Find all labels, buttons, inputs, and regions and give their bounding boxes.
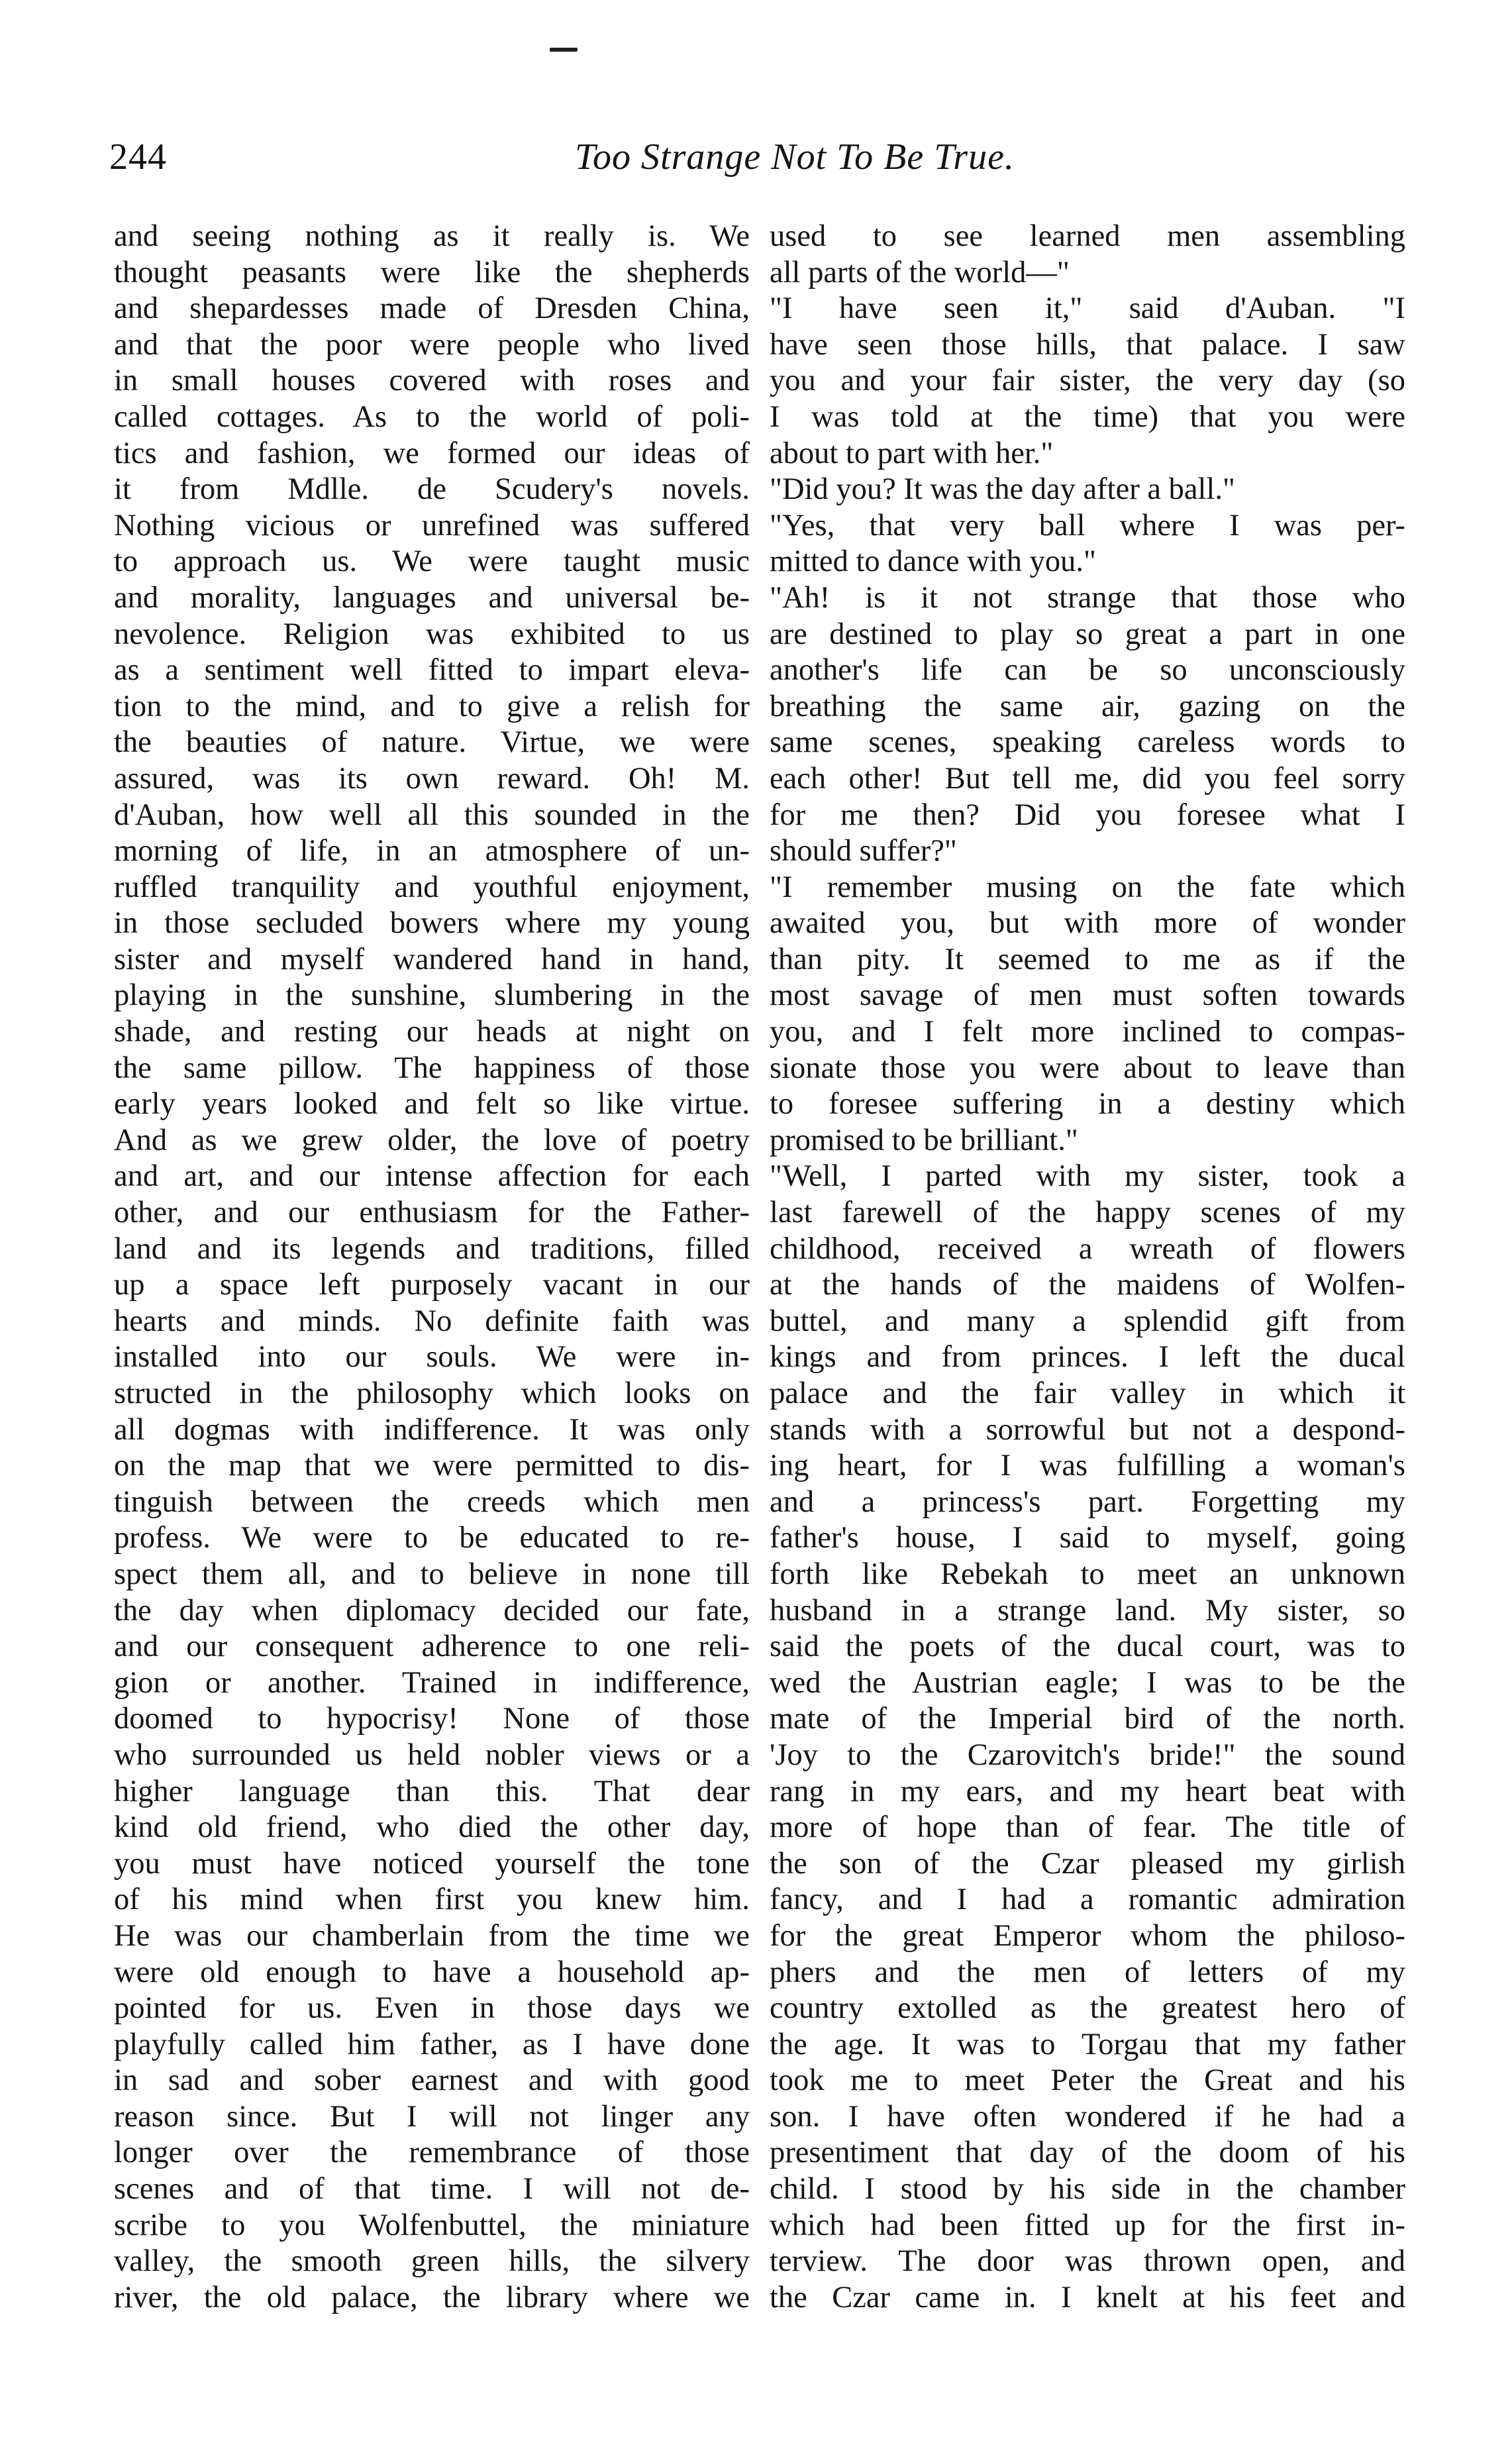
- text-line: presentiment that day of the doom of his: [770, 2136, 1405, 2170]
- text-line: the same pillow. The happiness of those: [114, 1051, 750, 1085]
- text-line: child. I stood by his side in the chamber: [770, 2172, 1405, 2207]
- text-line: which had been fitted up for the first in-: [770, 2208, 1405, 2242]
- text-line: than pity. It seemed to me as if the: [770, 942, 1405, 976]
- text-line: early years looked and felt so like virtue.: [114, 1087, 750, 1121]
- text-line: and art, and our intense affection for each: [114, 1159, 750, 1194]
- text-line: morning of life, in an atmosphere of un-: [114, 834, 750, 868]
- text-line: took me to meet Peter the Great and his: [770, 2063, 1405, 2098]
- text-line: profess. We were to be educated to re-: [114, 1521, 750, 1555]
- text-line: kings and from princes. I left the ducal: [770, 1340, 1405, 1375]
- text-line: higher language than this. That dear: [114, 1774, 750, 1808]
- text-line: called cottages. As to the world of poli-: [114, 399, 750, 434]
- text-line: for the great Emperor whom the philoso-: [770, 1918, 1405, 1953]
- text-line: playing in the sunshine, slumbering in the: [114, 978, 750, 1013]
- text-line: you, and I felt more inclined to compas-: [770, 1015, 1405, 1049]
- text-line: "Did you? It was the day after a ball.": [770, 472, 1235, 507]
- left-text-column: [114, 219, 750, 2316]
- text-line: nevolence. Religion was exhibited to us: [114, 617, 750, 651]
- text-line: and a princess's part. Forgetting my: [770, 1484, 1405, 1519]
- text-line: ruffled tranquility and youthful enjoyment,: [114, 870, 750, 904]
- text-line: you and your fair sister, the very day (so: [770, 364, 1405, 398]
- text-line: up a space left purposely vacant in our: [114, 1268, 750, 1302]
- text-line: used to see learned men assembling: [770, 219, 1405, 253]
- text-line: "Yes, that very ball where I was per-: [770, 508, 1405, 543]
- text-line: were old enough to have a household ap-: [114, 1955, 750, 1989]
- text-line: installed into our souls. We were in-: [114, 1340, 750, 1375]
- text-line: same scenes, speaking careless words to: [770, 725, 1405, 760]
- text-line: country extolled as the greatest hero of: [770, 1991, 1405, 2026]
- text-line: tics and fashion, we formed our ideas of: [114, 436, 750, 470]
- text-line: "I remember musing on the fate which: [770, 870, 1405, 904]
- text-line: breathing the same air, gazing on the: [770, 689, 1405, 723]
- text-line: reason since. But I will not linger any: [114, 2099, 750, 2134]
- text-line: tion to the mind, and to give a relish for: [114, 689, 750, 723]
- text-line: terview. The door was thrown open, and: [770, 2244, 1405, 2279]
- text-line: "Well, I parted with my sister, took a: [770, 1159, 1405, 1194]
- text-line: d'Auban, how well all this sounded in the: [114, 798, 750, 832]
- running-title: Too Strange Not To Be True.: [575, 136, 1015, 178]
- text-line: should suffer?": [770, 834, 957, 868]
- text-line: stands with a sorrowful but not a despond-: [770, 1412, 1405, 1447]
- text-line: longer over the remembrance of those: [114, 2136, 750, 2170]
- text-line: and shepardesses made of Dresden China,: [114, 291, 750, 326]
- text-line: another's life can be so unconsciously: [770, 653, 1405, 688]
- text-line: promised to be brilliant.": [770, 1123, 1078, 1157]
- text-line: playfully called him father, as I have done: [114, 2027, 750, 2061]
- text-line: on the map that we were permitted to dis-: [114, 1449, 750, 1483]
- text-line: "Ah! is it not strange that those who: [770, 580, 1405, 615]
- text-line: He was our chamberlain from the time we: [114, 1918, 750, 1953]
- print-mark: [550, 48, 578, 52]
- text-line: as a sentiment well fitted to impart eleva-: [114, 653, 750, 688]
- text-line: hearts and minds. No definite faith was: [114, 1304, 750, 1338]
- text-line: awaited you, but with more of wonder: [770, 906, 1405, 941]
- text-line: more of hope than of fear. The title of: [770, 1810, 1405, 1845]
- text-line: mitted to dance with you.": [770, 545, 1096, 579]
- text-line: have seen those hills, that palace. I saw: [770, 327, 1405, 362]
- text-line: shade, and resting our heads at night on: [114, 1015, 750, 1049]
- text-line: wed the Austrian eagle; I was to be the: [770, 1665, 1405, 1700]
- text-line: and seeing nothing as it really is. We: [114, 219, 750, 253]
- text-line: doomed to hypocrisy! None of those: [114, 1702, 750, 1736]
- text-line: the son of the Czar pleased my girlish: [770, 1846, 1405, 1881]
- text-line: who surrounded us held nobler views or a: [114, 1738, 750, 1772]
- text-line: most savage of men must soften towards: [770, 978, 1405, 1013]
- text-line: for me then? Did you foresee what I: [770, 798, 1405, 832]
- text-line: father's house, I said to myself, going: [770, 1521, 1405, 1555]
- text-line: in sad and sober earnest and with good: [114, 2063, 750, 2098]
- text-line: about to part with her.": [770, 436, 1054, 470]
- text-line: structed in the philosophy which looks on: [114, 1376, 750, 1410]
- text-line: sister and myself wandered hand in hand,: [114, 942, 750, 976]
- text-line: river, the old palace, the library where we: [114, 2280, 750, 2314]
- text-line: the day when diplomacy decided our fate,: [114, 1593, 750, 1628]
- text-line: scenes and of that time. I will not de-: [114, 2172, 750, 2207]
- text-line: are destined to play so great a part in one: [770, 617, 1405, 651]
- text-line: tinguish between the creeds which men: [114, 1484, 750, 1519]
- text-line: kind old friend, who died the other day,: [114, 1810, 750, 1845]
- text-line: and our consequent adherence to one reli-: [114, 1630, 750, 1664]
- text-line: husband in a strange land. My sister, so: [770, 1593, 1405, 1628]
- text-line: in small houses covered with roses and: [114, 364, 750, 398]
- text-line: to approach us. We were taught music: [114, 545, 750, 579]
- text-line: and that the poor were people who lived: [114, 327, 750, 362]
- text-line: rang in my ears, and my heart beat with: [770, 1774, 1405, 1808]
- text-line: the Czar came in. I knelt at his feet and: [770, 2280, 1405, 2314]
- right-text-column: [770, 219, 1405, 2316]
- text-line: sionate those you were about to leave than: [770, 1051, 1405, 1085]
- text-line: ing heart, for I was fulfilling a woman's: [770, 1449, 1405, 1483]
- text-line: fancy, and I had a romantic admiration: [770, 1883, 1405, 1917]
- text-line: all dogmas with indifference. It was only: [114, 1412, 750, 1447]
- text-line: I was told at the time) that you were: [770, 399, 1405, 434]
- text-line: "I have seen it," said d'Auban. "I: [770, 291, 1405, 326]
- text-line: And as we grew older, the love of poetry: [114, 1123, 750, 1157]
- text-line: last farewell of the happy scenes of my: [770, 1196, 1405, 1230]
- text-line: land and its legends and traditions, filled: [114, 1231, 750, 1266]
- text-line: forth like Rebekah to meet an unknown: [770, 1557, 1405, 1591]
- text-line: of his mind when first you knew him.: [114, 1883, 750, 1917]
- text-line: other, and our enthusiasm for the Father-: [114, 1196, 750, 1230]
- text-line: spect them all, and to believe in none till: [114, 1557, 750, 1591]
- text-line: phers and the men of letters of my: [770, 1955, 1405, 1989]
- text-line: buttel, and many a splendid gift from: [770, 1304, 1405, 1338]
- text-line: valley, the smooth green hills, the silvery: [114, 2244, 750, 2279]
- text-line: palace and the fair valley in which it: [770, 1376, 1405, 1410]
- page-number: 244: [109, 136, 167, 178]
- text-line: thought peasants were like the shepherds: [114, 255, 750, 289]
- text-line: to foresee suffering in a destiny which: [770, 1087, 1405, 1121]
- text-line: and morality, languages and universal be-: [114, 580, 750, 615]
- text-line: the age. It was to Torgau that my father: [770, 2027, 1405, 2061]
- text-line: all parts of the world—": [770, 255, 1070, 289]
- text-line: Nothing vicious or unrefined was suffered: [114, 508, 750, 543]
- text-line: scribe to you Wolfenbuttel, the miniature: [114, 2208, 750, 2242]
- text-line: pointed for us. Even in those days we: [114, 1991, 750, 2026]
- text-line: at the hands of the maidens of Wolfen-: [770, 1268, 1405, 1302]
- text-line: it from Mdlle. de Scudery's novels.: [114, 472, 750, 507]
- text-line: the beauties of nature. Virtue, we were: [114, 725, 750, 760]
- text-line: you must have noticed yourself the tone: [114, 1846, 750, 1881]
- text-line: assured, was its own reward. Oh! M.: [114, 761, 750, 796]
- text-line: each other! But tell me, did you feel sorry: [770, 761, 1405, 796]
- text-line: childhood, received a wreath of flowers: [770, 1231, 1405, 1266]
- text-line: son. I have often wondered if he had a: [770, 2099, 1405, 2134]
- text-line: said the poets of the ducal court, was to: [770, 1630, 1405, 1664]
- page-header: [109, 136, 1407, 195]
- text-line: in those secluded bowers where my young: [114, 906, 750, 941]
- text-line: gion or another. Trained in indifference,: [114, 1665, 750, 1700]
- text-line: mate of the Imperial bird of the north.: [770, 1702, 1405, 1736]
- text-line: 'Joy to the Czarovitch's bride!" the sound: [770, 1738, 1405, 1772]
